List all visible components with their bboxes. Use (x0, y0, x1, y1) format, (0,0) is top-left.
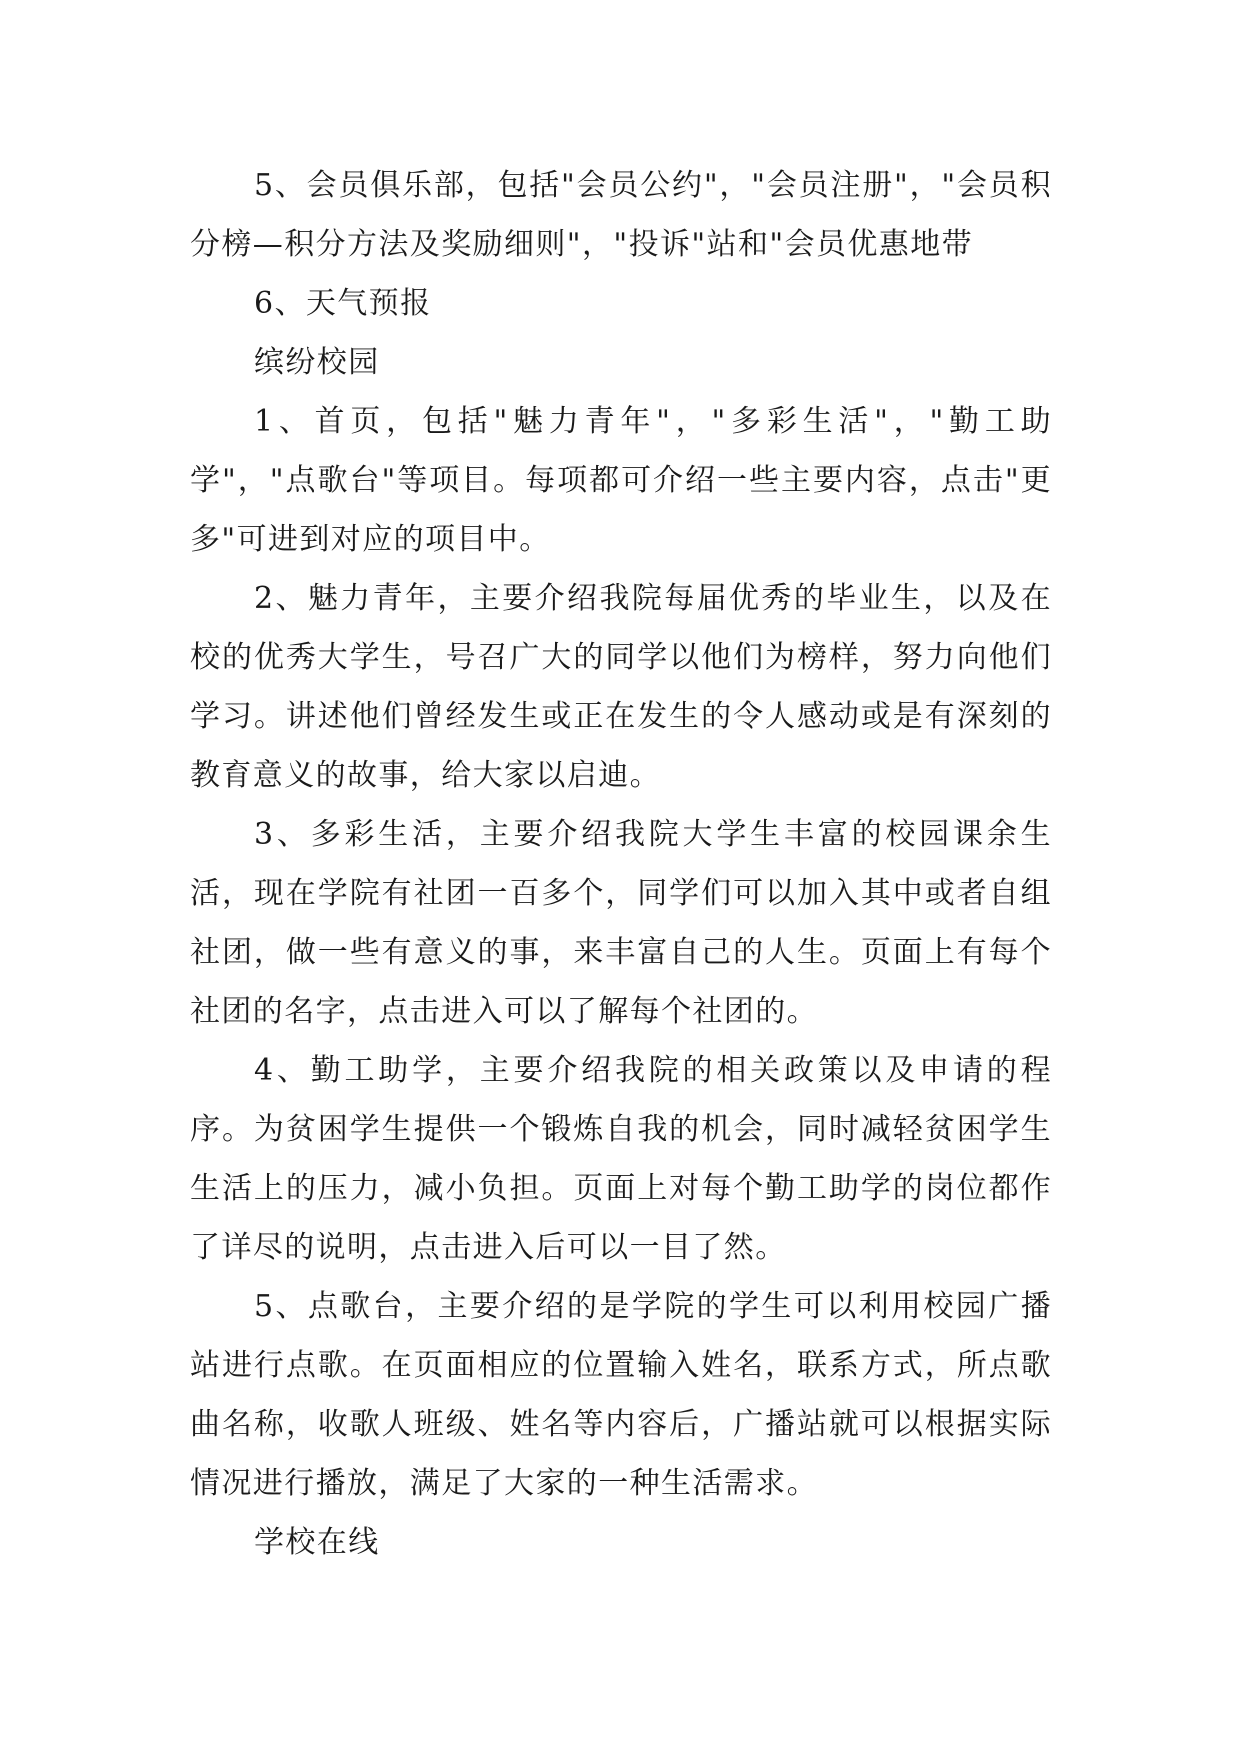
paragraph-work-study: 4、勤工助学，主要介绍我院的相关政策以及申请的程序。为贫困学生提供一个锻炼自我的机会，同时减轻贫困学生生活上的压力，减小负担。页面上对每个勤工助学的岗位都作了详尽的说明，点击进入后可以一目了然。 (190, 1053, 1052, 1265)
paragraph-charm-youth: 2、魅力青年，主要介绍我院每届优秀的毕业生，以及在校的优秀大学生，号召广大的同学以他们为榜样，努力向他们学习。讲述他们曾经发生或正在发生的令人感动或是有深刻的教育意义的故事，给大家以启迪。 (190, 581, 1052, 793)
paragraph-weather-forecast: 6、天气预报 (254, 286, 432, 321)
paragraph-homepage: 1、首页，包括"魅力青年"，"多彩生活"，"勤工助学"，"点歌台"等项目。每项都可介绍一些主要内容，点击"更多"可进到对应的项目中。 (190, 404, 1052, 557)
document-page (190, 156, 1052, 1572)
paragraph-member-club: 5、会员俱乐部，包括"会员公约"，"会员注册"，"会员积分榜—积分方法及奖励细则"，"投诉"站和"会员优惠地带 (190, 168, 1052, 262)
paragraph-song-request: 5、点歌台，主要介绍的是学院的学生可以利用校园广播站进行点歌。在页面相应的位置输入姓名，联系方式，所点歌曲名称，收歌人班级、姓名等内容后，广播站就可以根据实际情况进行播放，满足了大家的一种生活需求。 (190, 1289, 1052, 1501)
paragraph-colorful-life: 3、多彩生活，主要介绍我院大学生丰富的校园课余生活，现在学院有社团一百多个，同学们可以加入其中或者自组社团，做一些有意义的事，来丰富自己的人生。页面上有每个社团的名字，点击进入可以了解每个社团的。 (190, 817, 1052, 1029)
section-heading-campus: 缤纷校园 (254, 345, 380, 380)
section-heading-school-online: 学校在线 (254, 1525, 380, 1560)
